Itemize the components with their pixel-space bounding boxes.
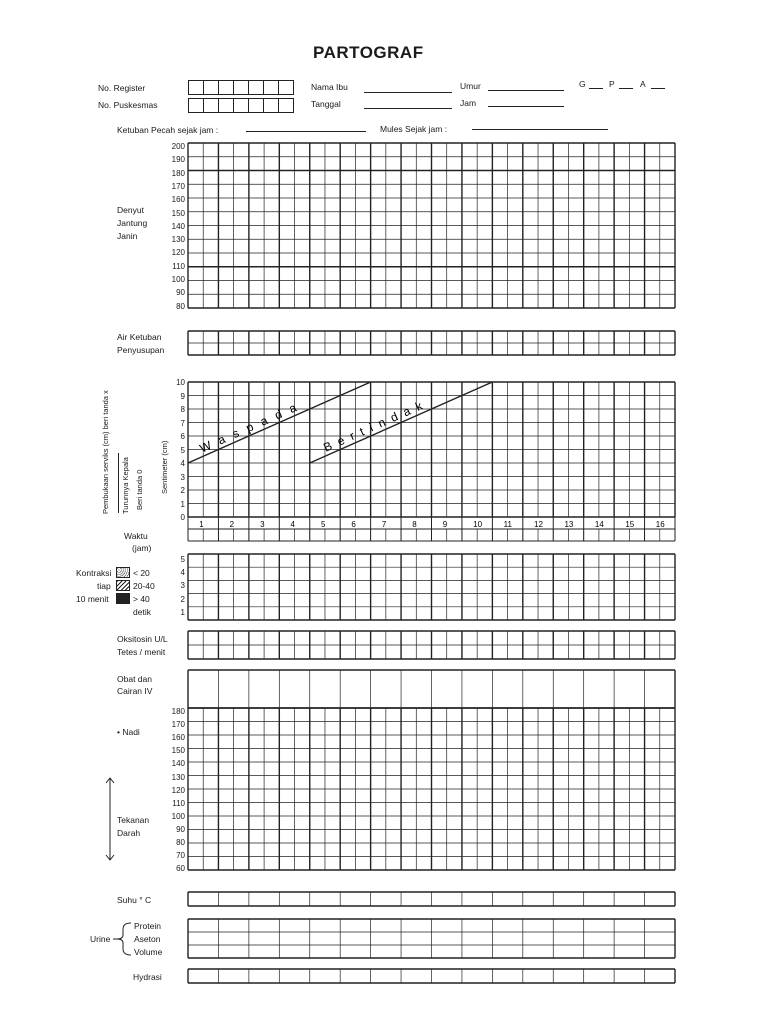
obat-label: Obat dan (117, 674, 152, 684)
darah-label: Darah (117, 828, 141, 838)
gt40-label: > 40 (133, 594, 150, 604)
sepuluh-menit-label: 10 menit (76, 594, 109, 604)
hour-label: 11 (503, 520, 512, 529)
ketuban-pecah-field[interactable] (246, 131, 366, 132)
hidrasi-label: Hydrasi (133, 972, 162, 982)
axis-tick-label: 90 (176, 288, 185, 298)
mules-sejak-field[interactable] (472, 129, 608, 130)
hour-label: 5 (320, 520, 326, 529)
axis-tick-label: 150 (171, 208, 185, 218)
amniotic-grid[interactable] (188, 331, 676, 355)
axis-tick-label: 5 (180, 555, 185, 564)
register-boxes[interactable] (188, 80, 296, 114)
temperature-grid[interactable] (188, 892, 676, 907)
jam-label: Jam (460, 98, 477, 108)
urine-label: Urine (90, 934, 111, 944)
bracket-line (118, 453, 119, 513)
axis-tick-label: 140 (171, 759, 185, 769)
axis-tick-label: 80 (176, 838, 185, 847)
urine-grid[interactable] (188, 919, 676, 959)
vitals-grid[interactable] (188, 708, 676, 874)
hour-label: 2 (229, 520, 235, 529)
jam-unit-label: (jam) (132, 543, 152, 553)
ketuban-pecah-label: Ketuban Pecah sejak jam : (117, 125, 219, 135)
oksitosin-label: Oksitosin U/L (117, 634, 168, 644)
g-label: G (579, 79, 586, 89)
penyusupan-label: Penyusupan (117, 345, 165, 355)
nama-ibu-field[interactable] (364, 92, 452, 93)
axis-tick-label: 3 (180, 472, 185, 482)
axis-tick-label: 5 (180, 445, 185, 455)
suhu-label: Suhu ° C (117, 895, 152, 905)
axis-tick-label: 70 (176, 851, 185, 861)
axis-tick-label: 140 (171, 221, 185, 231)
medication-grid[interactable] (188, 670, 676, 708)
register-box-row (189, 99, 294, 113)
axis-tick-label: 160 (171, 195, 185, 205)
axis-tick-label: 180 (171, 707, 185, 716)
r2040-label: 20-40 (133, 581, 155, 591)
hour-label: 16 (655, 520, 665, 529)
axis-tick-label: 110 (172, 798, 185, 808)
pembukaan-label: Pembukaan serviks (cm) beri tanda x (101, 390, 110, 514)
axis-tick-label: 1 (180, 607, 185, 617)
axis-tick-label: 3 (180, 581, 185, 591)
volume-label: Volume (134, 947, 163, 957)
nama-ibu-label: Nama Ibu (311, 82, 348, 92)
cervix-grid[interactable] (188, 382, 676, 544)
tanggal-field[interactable] (364, 108, 452, 109)
axis-tick-label: 90 (176, 824, 185, 834)
waktu-label: Waktu (124, 531, 148, 541)
axis-tick-label: 7 (180, 418, 185, 428)
axis-tick-label: 180 (171, 168, 185, 178)
axis-tick-label: 100 (171, 275, 185, 284)
p-field[interactable] (619, 88, 633, 89)
djj-label-2: Jantung (117, 218, 148, 228)
axis-tick-label: 200 (171, 142, 185, 151)
sentimeter-label: Sentimeter (cm) (160, 440, 169, 494)
hour-label: 6 (351, 520, 356, 529)
no-register-label: No. Register (98, 83, 146, 93)
axis-tick-label: 80 (176, 301, 185, 311)
axis-tick-label: 2 (180, 486, 185, 495)
beri-tanda-label: Beri tanda 0 (135, 469, 144, 510)
umur-field[interactable] (488, 90, 564, 91)
axis-tick-label: 130 (171, 772, 185, 782)
axis-tick-label: 170 (171, 181, 185, 191)
axis-tick-label: 60 (176, 864, 185, 874)
kontraksi-label: Kontraksi (76, 568, 112, 578)
tekanan-label: Tekanan (117, 815, 150, 825)
tiap-label: tiap (97, 581, 111, 591)
air-ketuban-label: Air Ketuban (117, 332, 162, 342)
jam-field[interactable] (488, 106, 564, 107)
legend-hatched-swatch (116, 580, 130, 591)
hour-label: 1 (199, 520, 204, 529)
axis-tick-label: 120 (171, 785, 185, 795)
djj-label-1: Denyut (117, 205, 144, 215)
axis-tick-label: 110 (172, 261, 185, 271)
fetal-heart-grid[interactable] (188, 143, 676, 308)
axis-tick-label: 150 (171, 746, 185, 756)
hour-label: 8 (412, 520, 417, 529)
legend-solid-swatch (116, 593, 130, 604)
axis-tick-label: 130 (171, 235, 185, 245)
axis-tick-label: 120 (171, 248, 185, 258)
axis-tick-label: 170 (171, 720, 185, 730)
hour-label: 12 (534, 520, 543, 529)
legend-dotted-swatch (116, 567, 130, 578)
a-label: A (640, 79, 646, 89)
axis-tick-label: 6 (180, 432, 185, 441)
djj-label-3: Janin (117, 231, 138, 241)
axis-tick-label: 2 (180, 594, 185, 604)
page-title: PARTOGRAF (313, 43, 424, 62)
no-puskesmas-label: No. Puskesmas (98, 100, 158, 110)
register-box-row (189, 81, 294, 95)
tanggal-label: Tanggal (311, 99, 341, 109)
axis-tick-label: 100 (171, 811, 185, 821)
hour-label: 14 (594, 520, 604, 529)
axis-tick-label: 0 (180, 513, 185, 522)
axis-tick-label: 160 (171, 733, 185, 743)
g-field[interactable] (589, 88, 603, 89)
protein-label: Protein (134, 921, 161, 931)
lt20-label: < 20 (133, 568, 150, 578)
double-arrow-icon (103, 776, 117, 862)
hour-label: 10 (473, 520, 483, 529)
waspada-label: Waspada (197, 396, 307, 456)
axis-tick-label: 10 (176, 378, 185, 387)
hour-label: 13 (564, 520, 574, 529)
tetes-label: Tetes / menit (117, 647, 166, 657)
hour-label: 4 (290, 520, 295, 529)
bertindak-label: Bertindak (321, 395, 431, 455)
umur-label: Umur (460, 81, 481, 91)
hour-label: 15 (625, 520, 635, 529)
axis-tick-label: 4 (180, 568, 185, 578)
cairan-label: Cairan IV (117, 686, 153, 696)
nadi-label: • Nadi (117, 727, 140, 737)
axis-tick-label: 190 (171, 155, 185, 165)
a-field[interactable] (651, 88, 665, 89)
turunnya-label: Turunnya Kepala (121, 457, 130, 514)
p-label: P (609, 79, 615, 89)
axis-tick-label: 4 (180, 459, 185, 468)
mules-sejak-label: Mules Sejak jam : (380, 124, 448, 134)
hour-label: 9 (442, 520, 448, 529)
axis-tick-label: 1 (180, 499, 185, 509)
hydration-grid[interactable] (188, 969, 676, 984)
contraction-grid[interactable] (188, 554, 676, 620)
urine-brace-icon (113, 921, 133, 957)
oxytocin-grid[interactable] (188, 631, 676, 659)
axis-tick-label: 8 (180, 405, 185, 414)
detik-label: detik (133, 607, 151, 617)
hour-label: 7 (381, 520, 387, 529)
hour-label: 3 (260, 520, 265, 529)
aseton-label: Aseton (134, 934, 161, 944)
axis-tick-label: 9 (180, 391, 185, 401)
